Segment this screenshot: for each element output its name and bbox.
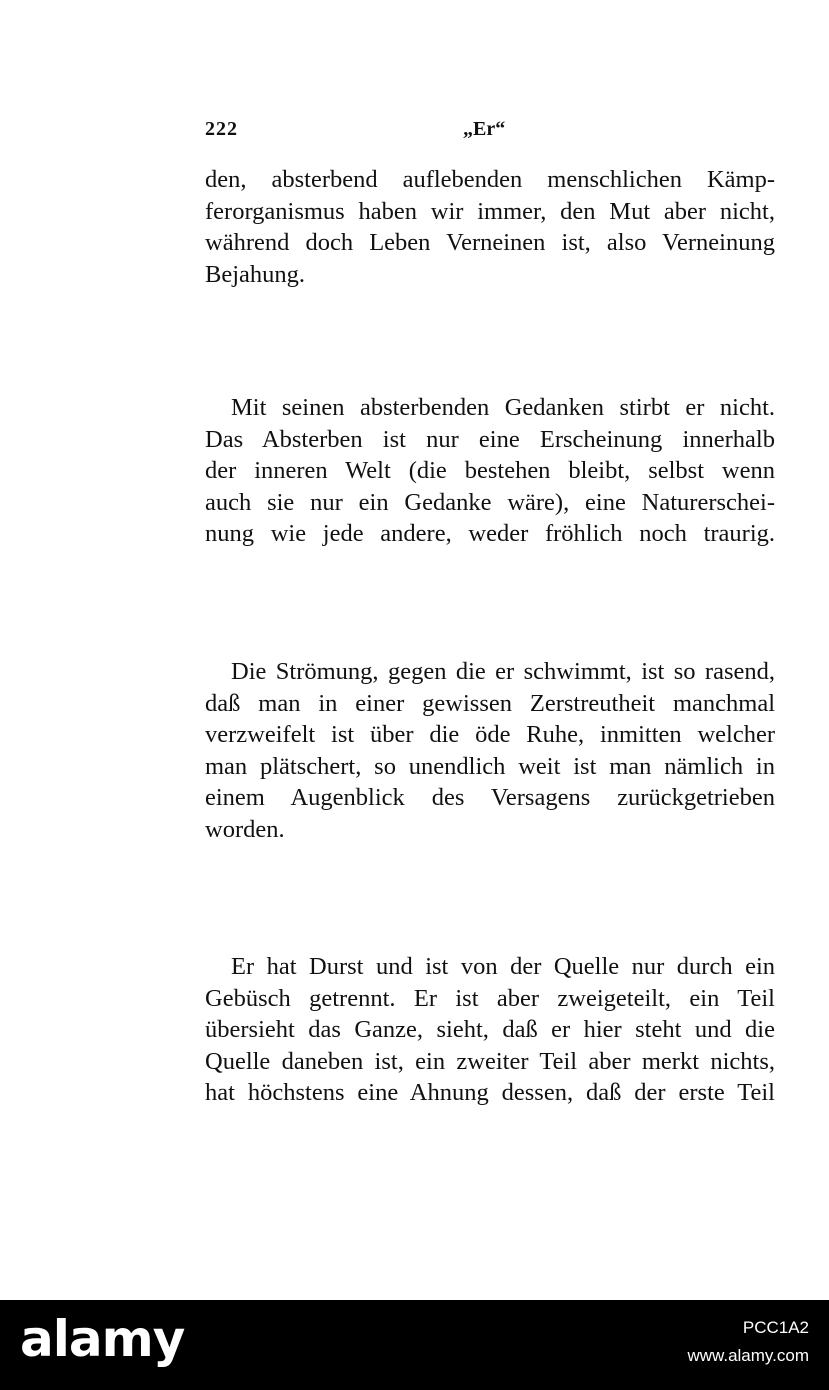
text-line: Quelle daneben ist, ein zweiter Teil aber merkt nichts, (205, 1047, 775, 1075)
text-line: Gebüsch getrennt. Er ist aber zweigeteilt, ein Teil (205, 984, 775, 1012)
text-line: auch sie nur ein Gedanke wäre), eine Naturerschei- (205, 488, 775, 516)
paragraph (205, 392, 775, 550)
watermark-url: www.alamy.com (687, 1346, 809, 1365)
text-line: nung wie jede andere, weder fröhlich noch traurig. (205, 520, 775, 548)
text-line: man plätschert, so unendlich weit ist man nämlich in (205, 752, 775, 780)
page-number: 222 (205, 118, 238, 140)
text-line: verzweifelt ist über die öde Ruhe, inmitten welcher (205, 721, 775, 749)
text-line: daß man in einer gewissen Zerstreutheit manchmal (205, 689, 775, 717)
running-title: „Er“ (463, 118, 506, 140)
text-line: Bejahung. (205, 260, 306, 288)
text-line: Das Absterben ist nur eine Erscheinung innerhalb (205, 425, 775, 453)
paragraph (205, 164, 775, 290)
text-line: worden. (205, 815, 285, 843)
text-line: ferorganismus haben wir immer, den Mut aber nicht, (205, 197, 775, 225)
image-id: PCC1A2 (742, 1318, 809, 1337)
text-line: hat höchstens eine Ahnung dessen, daß der erste Teil (205, 1079, 775, 1107)
text-line: Mit seinen absterbenden Gedanken stirbt er nicht. (231, 394, 775, 421)
watermark-bar (0, 1300, 829, 1390)
text-line: einem Augenblick des Versagens zurückgetrieben (205, 784, 775, 812)
text-line: Die Strömung, gegen die er schwimmt, ist so rasend, (231, 658, 775, 685)
paragraph (205, 951, 775, 1109)
text-line: den, absterbend auflebenden menschlichen Kämp- (205, 166, 775, 193)
text-line: während doch Leben Verneinen ist, also Verneinung (205, 229, 775, 257)
text-line: der inneren Welt (die bestehen bleibt, selbst wenn (205, 457, 775, 485)
alamy-logo: alamy (20, 1310, 185, 1368)
text-line: übersieht das Ganze, sieht, daß er hier steht und die (205, 1016, 775, 1044)
page-header (205, 118, 775, 148)
text-line: Er hat Durst und ist von der Quelle nur durch ein (231, 953, 775, 980)
paragraph (205, 656, 775, 846)
